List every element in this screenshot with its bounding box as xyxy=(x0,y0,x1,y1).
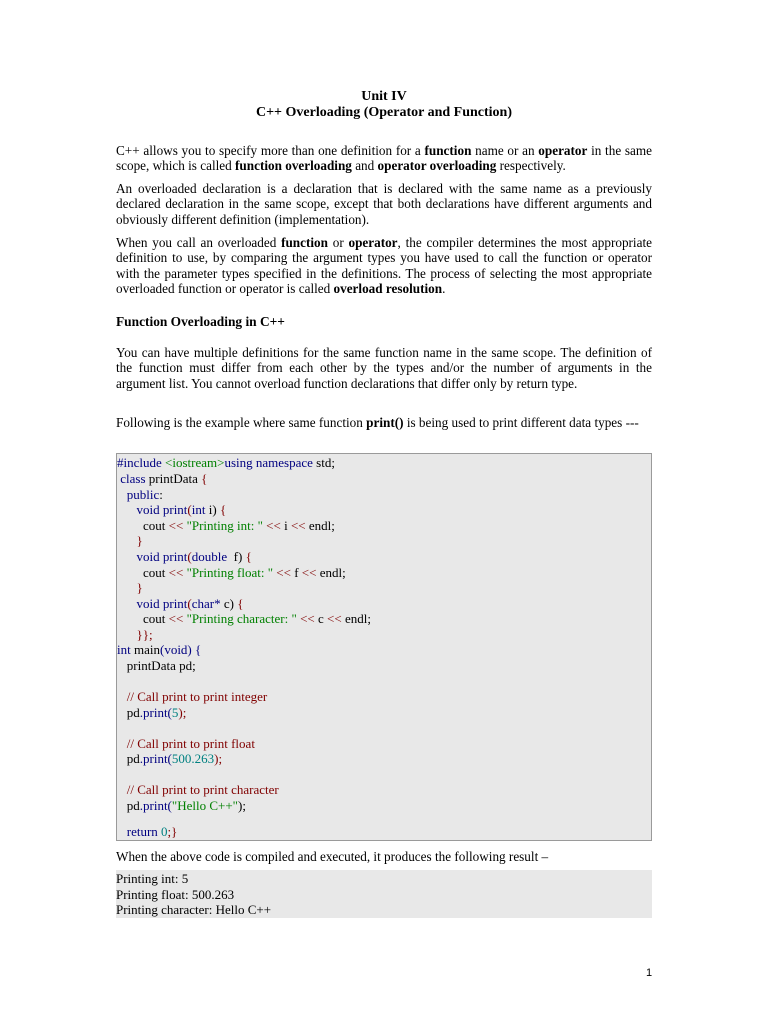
code-line: pd.print(500.263); xyxy=(117,751,223,766)
code-line: }}; xyxy=(117,627,153,642)
declaration-paragraph: An overloaded declaration is a declaration that is declared with the same name as a previously declared declaration in the same scope, except that both declarations have different arguments and obviously different definition (implementation). xyxy=(116,181,652,227)
code-line: public: xyxy=(117,487,163,502)
code-line: void print(double f) { xyxy=(117,549,252,564)
code-line: int main(void) { xyxy=(117,642,202,657)
code-line: cout << "Printing float: " << f << endl; xyxy=(117,565,346,580)
code-comment: // Call print to print integer xyxy=(117,689,268,704)
output-line: Printing float: 500.263 xyxy=(116,887,235,902)
code-line: void print(char* c) { xyxy=(117,596,244,611)
intro-paragraph: C++ allows you to specify more than one definition for a function name or an operator in the same scope, which is called function overloading and operator overloading respectively. xyxy=(116,143,652,174)
code-comment: // Call print to print character xyxy=(117,782,279,797)
code-line: cout << "Printing int: " << i << endl; xyxy=(117,518,335,533)
code-line: pd.print("Hello C++"); xyxy=(117,798,246,813)
example-intro-paragraph: Following is the example where same function print() is being used to print different data types --- xyxy=(116,415,639,430)
resolution-paragraph: When you call an overloaded function or operator, the compiler determines the most appropriate definition to use, by comparing the argument types you have used to call the function or operator with the parameter types specified in the definitions. The process of selecting the most appropriate overloaded function or operator is called overload resolution. xyxy=(116,235,652,296)
section-heading: Function Overloading in C++ xyxy=(116,314,285,329)
code-line: void print(int i) { xyxy=(117,502,227,517)
code-line: cout << "Printing character: " << c << endl; xyxy=(117,611,371,626)
function-overloading-paragraph: You can have multiple definitions for the same function name in the same scope. The definition of the function must differ from each other by the types and/or the number of arguments in the argument list. You cannot overload function declarations that differ only by return type. xyxy=(116,345,652,391)
output-line: Printing int: 5 xyxy=(116,871,189,886)
code-line: class printData { xyxy=(117,471,208,486)
unit-title: Unit IV xyxy=(361,89,407,104)
code-line: } xyxy=(117,580,143,595)
code-line: return 0;} xyxy=(117,824,178,839)
code-line: #include <iostream>using namespace std; xyxy=(117,455,335,470)
output-line: Printing character: Hello C++ xyxy=(116,902,272,917)
code-comment: // Call print to print float xyxy=(117,736,255,751)
page-number: 1 xyxy=(646,967,653,979)
document-title: C++ Overloading (Operator and Function) xyxy=(255,105,513,120)
output-block xyxy=(116,870,652,918)
code-line: } xyxy=(117,533,143,548)
code-line: pd.print(5); xyxy=(117,705,187,720)
result-intro-paragraph: When the above code is compiled and executed, it produces the following result – xyxy=(116,849,549,864)
code-block xyxy=(116,453,652,841)
code-line: printData pd; xyxy=(117,658,196,673)
